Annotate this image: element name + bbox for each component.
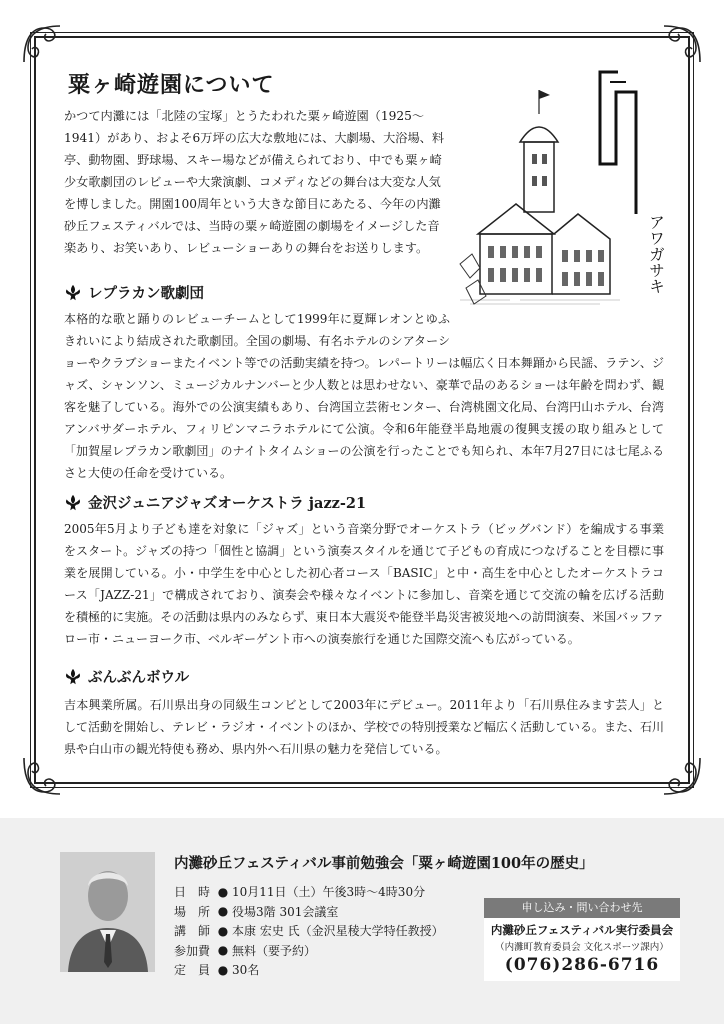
section-heading-jazz21 — [64, 492, 366, 513]
bullet-icon: ● — [217, 904, 229, 919]
info-value: 本康 宏史 氏（金沢星稜大学特任教授） — [232, 924, 444, 939]
info-row-datetime — [174, 882, 444, 902]
bullet-icon: ● — [217, 884, 229, 899]
section-title: ぶんぶんボウル — [88, 669, 190, 686]
info-value: 役場3階 301会議室 — [232, 904, 339, 919]
info-label: 日 時 — [174, 885, 211, 900]
info-row-fee — [174, 941, 444, 961]
corner-ornament-icon — [20, 22, 64, 66]
contact-phone[interactable]: (076)286-6716 — [504, 955, 660, 975]
info-label: 講 師 — [174, 924, 211, 939]
contact-organization: 内灘砂丘フェスティバル実行委員会 — [490, 923, 674, 937]
section-body-jazz21: 2005年5月より子ども達を対象に「ジャズ」という音楽分野でオーケストラ（ビッグバンド）を編成する事業をスタート。ジャズの持つ「個性と協調」という演奏スタイルを通じて子どもの育成につなげることを目標に事業を展開している。小・中学生を中心とした初心者コース「BASIC」と中・高生を中心としたオーケストラコース「JAZZ-21」で構成されており、演奏会や様々なイベントに参加し、音楽を通じて交流の輪を広げる活動を積極的に実施。その活動は県内のみならず、東日本大震災や能登半島災害被災地への訪問演奏、米国バッファロー市・ニューヨーク市、ベルギーゲント市への演奏旅行を通じた国際交流へも広がっている。 — [64, 522, 664, 646]
lecturer-portrait-icon — [60, 852, 155, 972]
page-title: 粟ヶ崎遊園について — [68, 72, 275, 98]
info-row-capacity — [174, 960, 444, 980]
info-value: 無料（要予約） — [232, 943, 317, 958]
lecture-title: 内灘砂丘フェスティバル事前勉強会「粟ヶ崎遊園100年の歴史」 — [174, 855, 594, 872]
info-row-place — [174, 902, 444, 922]
section-title: レプラカン歌劇団 — [88, 285, 204, 302]
contact-department: （内灘町教育委員会 文化スポーツ課内） — [495, 942, 669, 953]
bullet-icon: ● — [217, 923, 229, 938]
bullet-icon: ● — [217, 943, 229, 958]
contact-body — [484, 918, 680, 981]
section-body-bunbunbowl: 吉本興業所属。石川県出身の同級生コンビとして2003年にデビュー。2011年より「石川県住みます芸人」として活動を開始し、テレビ・ラジオ・イベントのほか、学校での特別授業など幅広く活動している。また、石川県や白山市の観光特使も務め、県内外へ石川県の魅力を発信している。 — [64, 698, 664, 756]
info-row-lecturer — [174, 921, 444, 941]
illustration-caption: アワガサキ — [646, 214, 666, 294]
fleur-de-lis-icon — [64, 668, 82, 686]
lecturer-photo — [60, 852, 155, 972]
bullet-icon: ● — [217, 962, 229, 977]
fleur-de-lis-icon — [64, 284, 82, 302]
info-value: 10月11日（土）午後3時〜4時30分 — [232, 885, 426, 900]
section-heading-leprechaun — [64, 282, 204, 303]
float-spacer — [450, 308, 664, 352]
corner-ornament-icon — [660, 22, 704, 66]
intro-paragraph: かつて内灘には「北陸の宝塚」とうたわれた粟ヶ崎遊園（1925〜1941）があり、およそ6万坪の広大な敷地には、大劇場、大浴場、料亭、動物園、野球場、スキー場などが備えられており、中でも粟ヶ崎少女歌劇団のレビューや大衆演劇、コメディなどの舞台は大変な人気を博しました。開園100周年という大きな節目にあたる、今年の内灘砂丘フェスティバルでは、当時の粟ヶ崎遊園の劇場をイメージした音楽あり、お笑いあり、レビューショーありの舞台をお送りします。 — [64, 109, 445, 255]
corner-ornament-icon — [20, 754, 64, 798]
corner-ornament-icon — [660, 754, 704, 798]
info-label: 参加費 — [174, 943, 211, 958]
section-title: 金沢ジュニアジャズオーケストラ jazz-21 — [88, 495, 367, 512]
castle-theater-illustration — [450, 64, 670, 310]
contact-box — [484, 898, 680, 981]
section-heading-bunbunbowl — [64, 666, 189, 687]
info-label: 定 員 — [174, 963, 211, 978]
contact-heading: 申し込み・問い合わせ先 — [484, 898, 680, 918]
fleur-de-lis-icon — [64, 494, 82, 512]
info-label: 場 所 — [174, 904, 211, 919]
info-value: 30名 — [232, 963, 260, 978]
section-body-leprechaun: 本格的な歌と踊りのレビューチームとして1999年に夏輝レオンとゆふきれいにより結成された歌劇団。全国の劇場、有名ホテルのシアターショーやクラブショーまたイベント等での活動実績を持つ。レパートリーは幅広く日本舞踊から民謡、ラテン、ジャズ、シャンソン、ミュージカルナンバーと少人数とは思わせない、豪華で品のあるショーは年齢を問わず、観客を魅了している。海外での公演実績もあり、台湾国立芸術センター、台湾桃園文化局、台湾円山ホテル、台湾アンバサダーホテル、フィリピンマニラホテルにて公演。令和6年能登半島地震の復興支援の取り組みとして「加賀屋レプラカン歌劇団」のナイトタイムショーの公演を行ったことでも知られ、本年7月27日には七尾ふるさと大使の任命を受けている。 — [64, 308, 664, 484]
lecture-info — [174, 882, 444, 980]
